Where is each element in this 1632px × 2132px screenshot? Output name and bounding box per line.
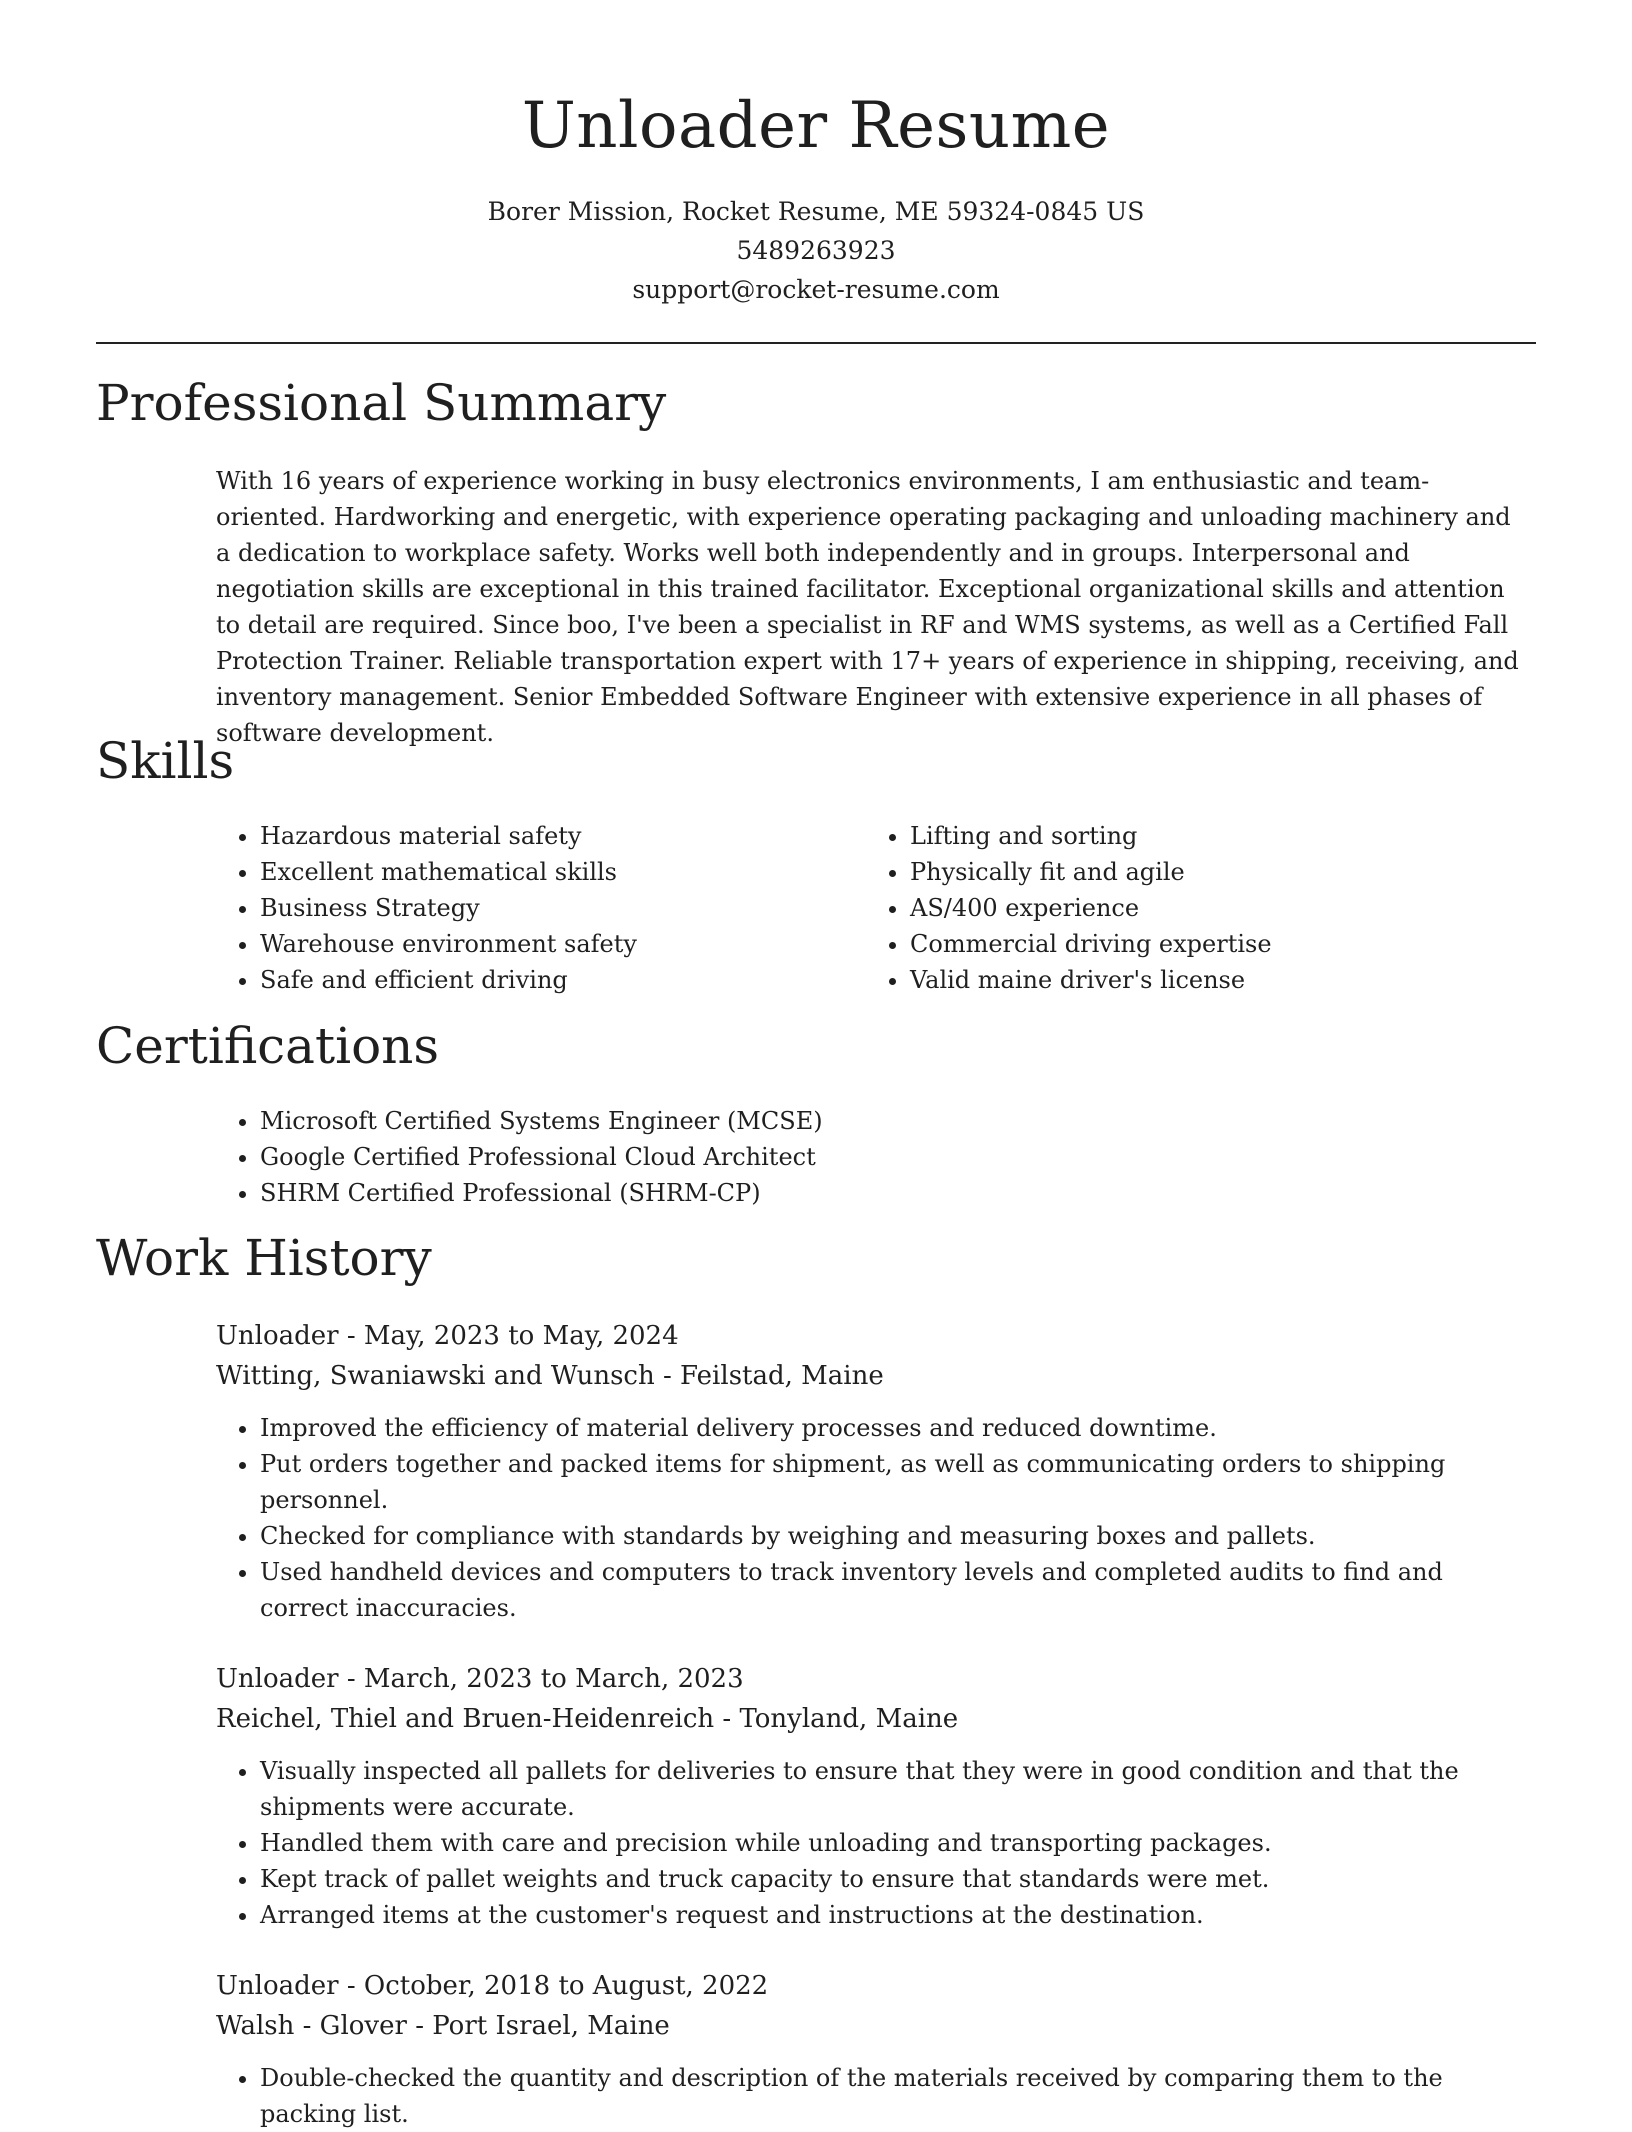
job-bullets bbox=[216, 2060, 1526, 2132]
job-bullet: • Arranged items at the customer's request and instructions at the destination. bbox=[260, 1897, 1526, 1933]
skills-heading: Skills bbox=[96, 732, 235, 790]
job-bullet: • Checked for compliance with standards by weighing and measuring boxes and pallets. bbox=[260, 1518, 1526, 1554]
work-history-heading: Work History bbox=[96, 1229, 432, 1287]
certification-item: • SHRM Certified Professional (SHRM-CP) bbox=[260, 1175, 1516, 1211]
skill-item: • Safe and efficient driving bbox=[260, 962, 866, 998]
job-bullet: • Used handheld devices and computers to track inventory levels and completed audits to find and correct inaccuracies. bbox=[260, 1554, 1526, 1626]
job-bullet: • Double-checked the quantity and description of the materials received by comparing them to the packing list. bbox=[260, 2060, 1526, 2132]
resume-title: Unloader Resume bbox=[521, 89, 1111, 163]
skill-item: • AS/400 experience bbox=[910, 890, 1516, 926]
skills-list bbox=[216, 818, 1536, 998]
job-bullets bbox=[216, 1753, 1526, 1933]
skill-item: • Lifting and sorting bbox=[910, 818, 1516, 854]
job-company: Reichel, Thiel and Bruen-Heidenreich - Tonyland, Maine bbox=[216, 1704, 959, 1734]
skill-item: • Commercial driving expertise bbox=[910, 926, 1516, 962]
job-bullet: • Put orders together and packed items for shipment, as well as communicating orders to shipping personnel. bbox=[260, 1446, 1526, 1518]
header-divider bbox=[96, 342, 1536, 344]
skill-item: • Valid maine driver's license bbox=[910, 962, 1516, 998]
job-bullet: • Visually inspected all pallets for deliveries to ensure that they were in good condition and that the shipments were accurate. bbox=[260, 1753, 1526, 1825]
job-title: Unloader - October, 2018 to August, 2022 bbox=[216, 1971, 769, 2001]
job-bullet: • Improved the efficiency of material delivery processes and reduced downtime. bbox=[260, 1410, 1526, 1446]
skills-column-right bbox=[866, 818, 1516, 998]
certification-item: • Microsoft Certified Systems Engineer (MCSE) bbox=[260, 1103, 1516, 1139]
contact-block bbox=[0, 192, 1632, 309]
job-entry bbox=[216, 1659, 1526, 1933]
job-company: Witting, Swaniawski and Wunsch - Feilstad, Maine bbox=[216, 1361, 884, 1391]
job-company: Walsh - Glover - Port Israel, Maine bbox=[216, 2011, 670, 2041]
job-bullets bbox=[216, 1410, 1526, 1626]
job-bullet: • Handled them with care and precision while unloading and transporting packages. bbox=[260, 1825, 1526, 1861]
job-entry bbox=[216, 1966, 1526, 2132]
job-title: Unloader - March, 2023 to March, 2023 bbox=[216, 1664, 744, 1694]
skill-item: • Warehouse environment safety bbox=[260, 926, 866, 962]
job-bullet: • Kept track of pallet weights and truck capacity to ensure that standards were met. bbox=[260, 1861, 1526, 1897]
skill-item: • Hazardous material safety bbox=[260, 818, 866, 854]
contact-phone: 5489263923 bbox=[736, 236, 896, 265]
contact-email: support@rocket-resume.com bbox=[632, 275, 1000, 304]
summary-heading: Professional Summary bbox=[96, 374, 667, 432]
resume-header bbox=[0, 0, 1632, 309]
certification-item: • Google Certified Professional Cloud Architect bbox=[260, 1139, 1516, 1175]
job-entry bbox=[216, 1316, 1526, 1626]
summary-text: With 16 years of experience working in busy electronics environments, I am enthusiastic and team-oriented. Hardworking and energetic, with experience operating packaging and unloading machinery and a dedication to workplace safety. Works well both independently and in groups. Interpersonal and negotiation skills are exceptional in this trained facilitator. Exceptional organizational skills and attention to detail are required. Since boo, I've been a specialist in RF and WMS systems, as well as a Certified Fall Protection Trainer. Reliable transportation expert with 17+ years of experience in shipping, receiving, and inventory management. Senior Embedded Software Engineer with extensive experience in all phases of software development. bbox=[216, 467, 1519, 747]
job-title: Unloader - May, 2023 to May, 2024 bbox=[216, 1321, 679, 1351]
contact-address: Borer Mission, Rocket Resume, ME 59324-0845 US bbox=[487, 197, 1145, 226]
skill-item: • Business Strategy bbox=[260, 890, 866, 926]
certifications-heading: Certifications bbox=[96, 1017, 440, 1075]
certifications-list bbox=[216, 1103, 1516, 1211]
skill-item: • Excellent mathematical skills bbox=[260, 854, 866, 890]
skills-column-left bbox=[216, 818, 866, 998]
skill-item: • Physically fit and agile bbox=[910, 854, 1516, 890]
